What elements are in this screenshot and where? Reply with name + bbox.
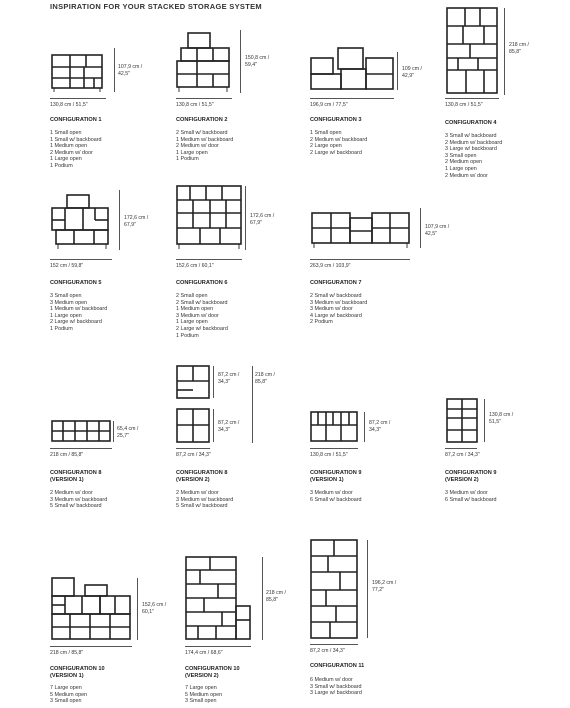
configuration-8-version-2-title: CONFIGURATION 8 (VERSION 2) bbox=[176, 470, 228, 483]
configuration-5-width: 152 cm / 59,8" bbox=[50, 263, 84, 269]
configuration-9-version-2-title: CONFIGURATION 9 (VERSION 2) bbox=[445, 470, 497, 483]
configuration-8-version-2-items: 2 Medium w/ door 3 Medium w/ backboard 5 Small w/ backboard bbox=[176, 490, 234, 510]
configuration-10-version-2-items: 7 Large open 5 Medium open 3 Small open bbox=[185, 685, 223, 705]
configuration-1-height: 107,9 cm / 42,5" bbox=[118, 64, 143, 77]
configuration-7-width: 263,9 cm / 103,9" bbox=[310, 263, 351, 269]
configuration-8-version-1-items: 2 Medium w/ door 3 Medium w/ backboard 5 Small w/ backboard bbox=[50, 490, 108, 510]
configuration-7-items: 2 Small w/ backboard 3 Medium w/ backboard 3 Medium w/ door 4 Large w/ backboard 2 Podium bbox=[310, 293, 368, 326]
configuration-4-width: 130,8 cm / 51,5" bbox=[445, 102, 483, 108]
configuration-11-width: 87,2 cm / 34,3" bbox=[310, 648, 345, 654]
configuration-8-version-2-height-top: 87,2 cm / 34,3" bbox=[218, 372, 240, 385]
configuration-8-version-1-width: 218 cm / 85,8" bbox=[50, 452, 84, 458]
configuration-4-items: 3 Small w/ backboard 2 Medium w/ backboard 3 Large w/ backboard 3 Small open 2 Medium open 1 Large open 2 Medium w/ door bbox=[445, 133, 503, 179]
configuration-6-width: 152,6 cm / 60,1" bbox=[176, 263, 214, 269]
configuration-9-version-1-height: 87,2 cm / 34,3" bbox=[369, 420, 391, 433]
configuration-7-title: CONFIGURATION 7 bbox=[310, 280, 362, 286]
configuration-8-version-2-total-height: 218 cm / 85,8" bbox=[255, 372, 275, 385]
configuration-10-version-1-items: 7 Large open 5 Medium open 3 Small open bbox=[50, 685, 88, 705]
configuration-4-height: 218 cm / 85,8" bbox=[509, 42, 529, 55]
configuration-10-version-1-title: CONFIGURATION 10 (VERSION 1) bbox=[50, 666, 105, 679]
configuration-9-version-1-items: 3 Medium w/ door 6 Small w/ backboard bbox=[310, 490, 362, 503]
configuration-9-version-2-items: 3 Medium w/ door 6 Small w/ backboard bbox=[445, 490, 497, 503]
configuration-2-items: 2 Small w/ backboard 1 Medium w/ backboard 2 Medium w/ door 1 Large open 1 Podium bbox=[176, 130, 234, 163]
configuration-3-title: CONFIGURATION 3 bbox=[310, 117, 362, 123]
configuration-3-height: 109 cm / 42,9" bbox=[402, 66, 422, 79]
configuration-8-version-2-width: 87,2 cm / 34,3" bbox=[176, 452, 211, 458]
configuration-5-items: 3 Small open 3 Medium open 1 Medium w/ backboard 1 Large open 2 Large w/ backboard 1 Podium bbox=[50, 293, 108, 332]
configuration-11-title: CONFIGURATION 11 bbox=[310, 663, 365, 669]
configuration-4-title: CONFIGURATION 4 bbox=[445, 120, 497, 126]
configuration-2-width: 130,8 cm / 51,5" bbox=[176, 102, 214, 108]
configuration-1-title: CONFIGURATION 1 bbox=[50, 117, 102, 123]
configuration-3-width: 196,9 cm / 77,5" bbox=[310, 102, 348, 108]
configuration-6-title: CONFIGURATION 6 bbox=[176, 280, 228, 286]
configuration-9-version-1-width: 130,8 cm / 51,5" bbox=[310, 452, 348, 458]
configuration-2-height: 150,8 cm / 59,4" bbox=[245, 55, 270, 68]
configuration-8-version-2-height-bottom: 87,2 cm / 34,3" bbox=[218, 420, 240, 433]
configuration-7-height: 107,9 cm / 42,5" bbox=[425, 224, 450, 237]
configuration-1-items: 1 Small open 1 Small w/ backboard 1 Medium open 2 Medium w/ door 1 Large open 1 Podium bbox=[50, 130, 102, 169]
configuration-8-version-1-height: 65,4 cm / 25,7" bbox=[117, 426, 139, 439]
configuration-6-items: 2 Small open 2 Small w/ backboard 1 Medium open 3 Medium w/ door 1 Large open 2 Large w/ backboard 1 Podium bbox=[176, 293, 228, 339]
configuration-9-version-1-title: CONFIGURATION 9 (VERSION 1) bbox=[310, 470, 362, 483]
configuration-10-version-1-width: 218 cm / 85,8" bbox=[50, 650, 84, 656]
configuration-10-version-2-height: 218 cm / 85,8" bbox=[266, 590, 286, 603]
configuration-1-width: 130,8 cm / 51,5" bbox=[50, 102, 88, 108]
configuration-2-title: CONFIGURATION 2 bbox=[176, 117, 228, 123]
configuration-8-version-1-title: CONFIGURATION 8 (VERSION 1) bbox=[50, 470, 102, 483]
configuration-5-height: 172,6 cm / 67,9" bbox=[124, 215, 149, 228]
configuration-3-items: 1 Small open 2 Medium w/ backboard 2 Large open 2 Large w/ backboard bbox=[310, 130, 368, 156]
page-heading: INSPIRATION FOR YOUR STACKED STORAGE SYSTEM bbox=[50, 2, 262, 11]
configuration-9-version-2-height: 130,8 cm / 51,5" bbox=[489, 412, 514, 425]
configuration-10-version-2-title: CONFIGURATION 10 (VERSION 2) bbox=[185, 666, 240, 679]
configuration-11-items: 6 Medium w/ door 3 Small w/ backboard 3 Large w/ backboard bbox=[310, 677, 362, 697]
configuration-11-height: 196,2 cm / 77,2" bbox=[372, 580, 397, 593]
configuration-5-title: CONFIGURATION 5 bbox=[50, 280, 102, 286]
configuration-10-version-1-height: 152,6 cm / 60,1" bbox=[142, 602, 167, 615]
configuration-6-height: 172,6 cm / 67,9" bbox=[250, 213, 275, 226]
configuration-10-version-2-width: 174,4 cm / 68,6" bbox=[185, 650, 223, 656]
configuration-9-version-2-width: 87,2 cm / 34,3" bbox=[445, 452, 480, 458]
